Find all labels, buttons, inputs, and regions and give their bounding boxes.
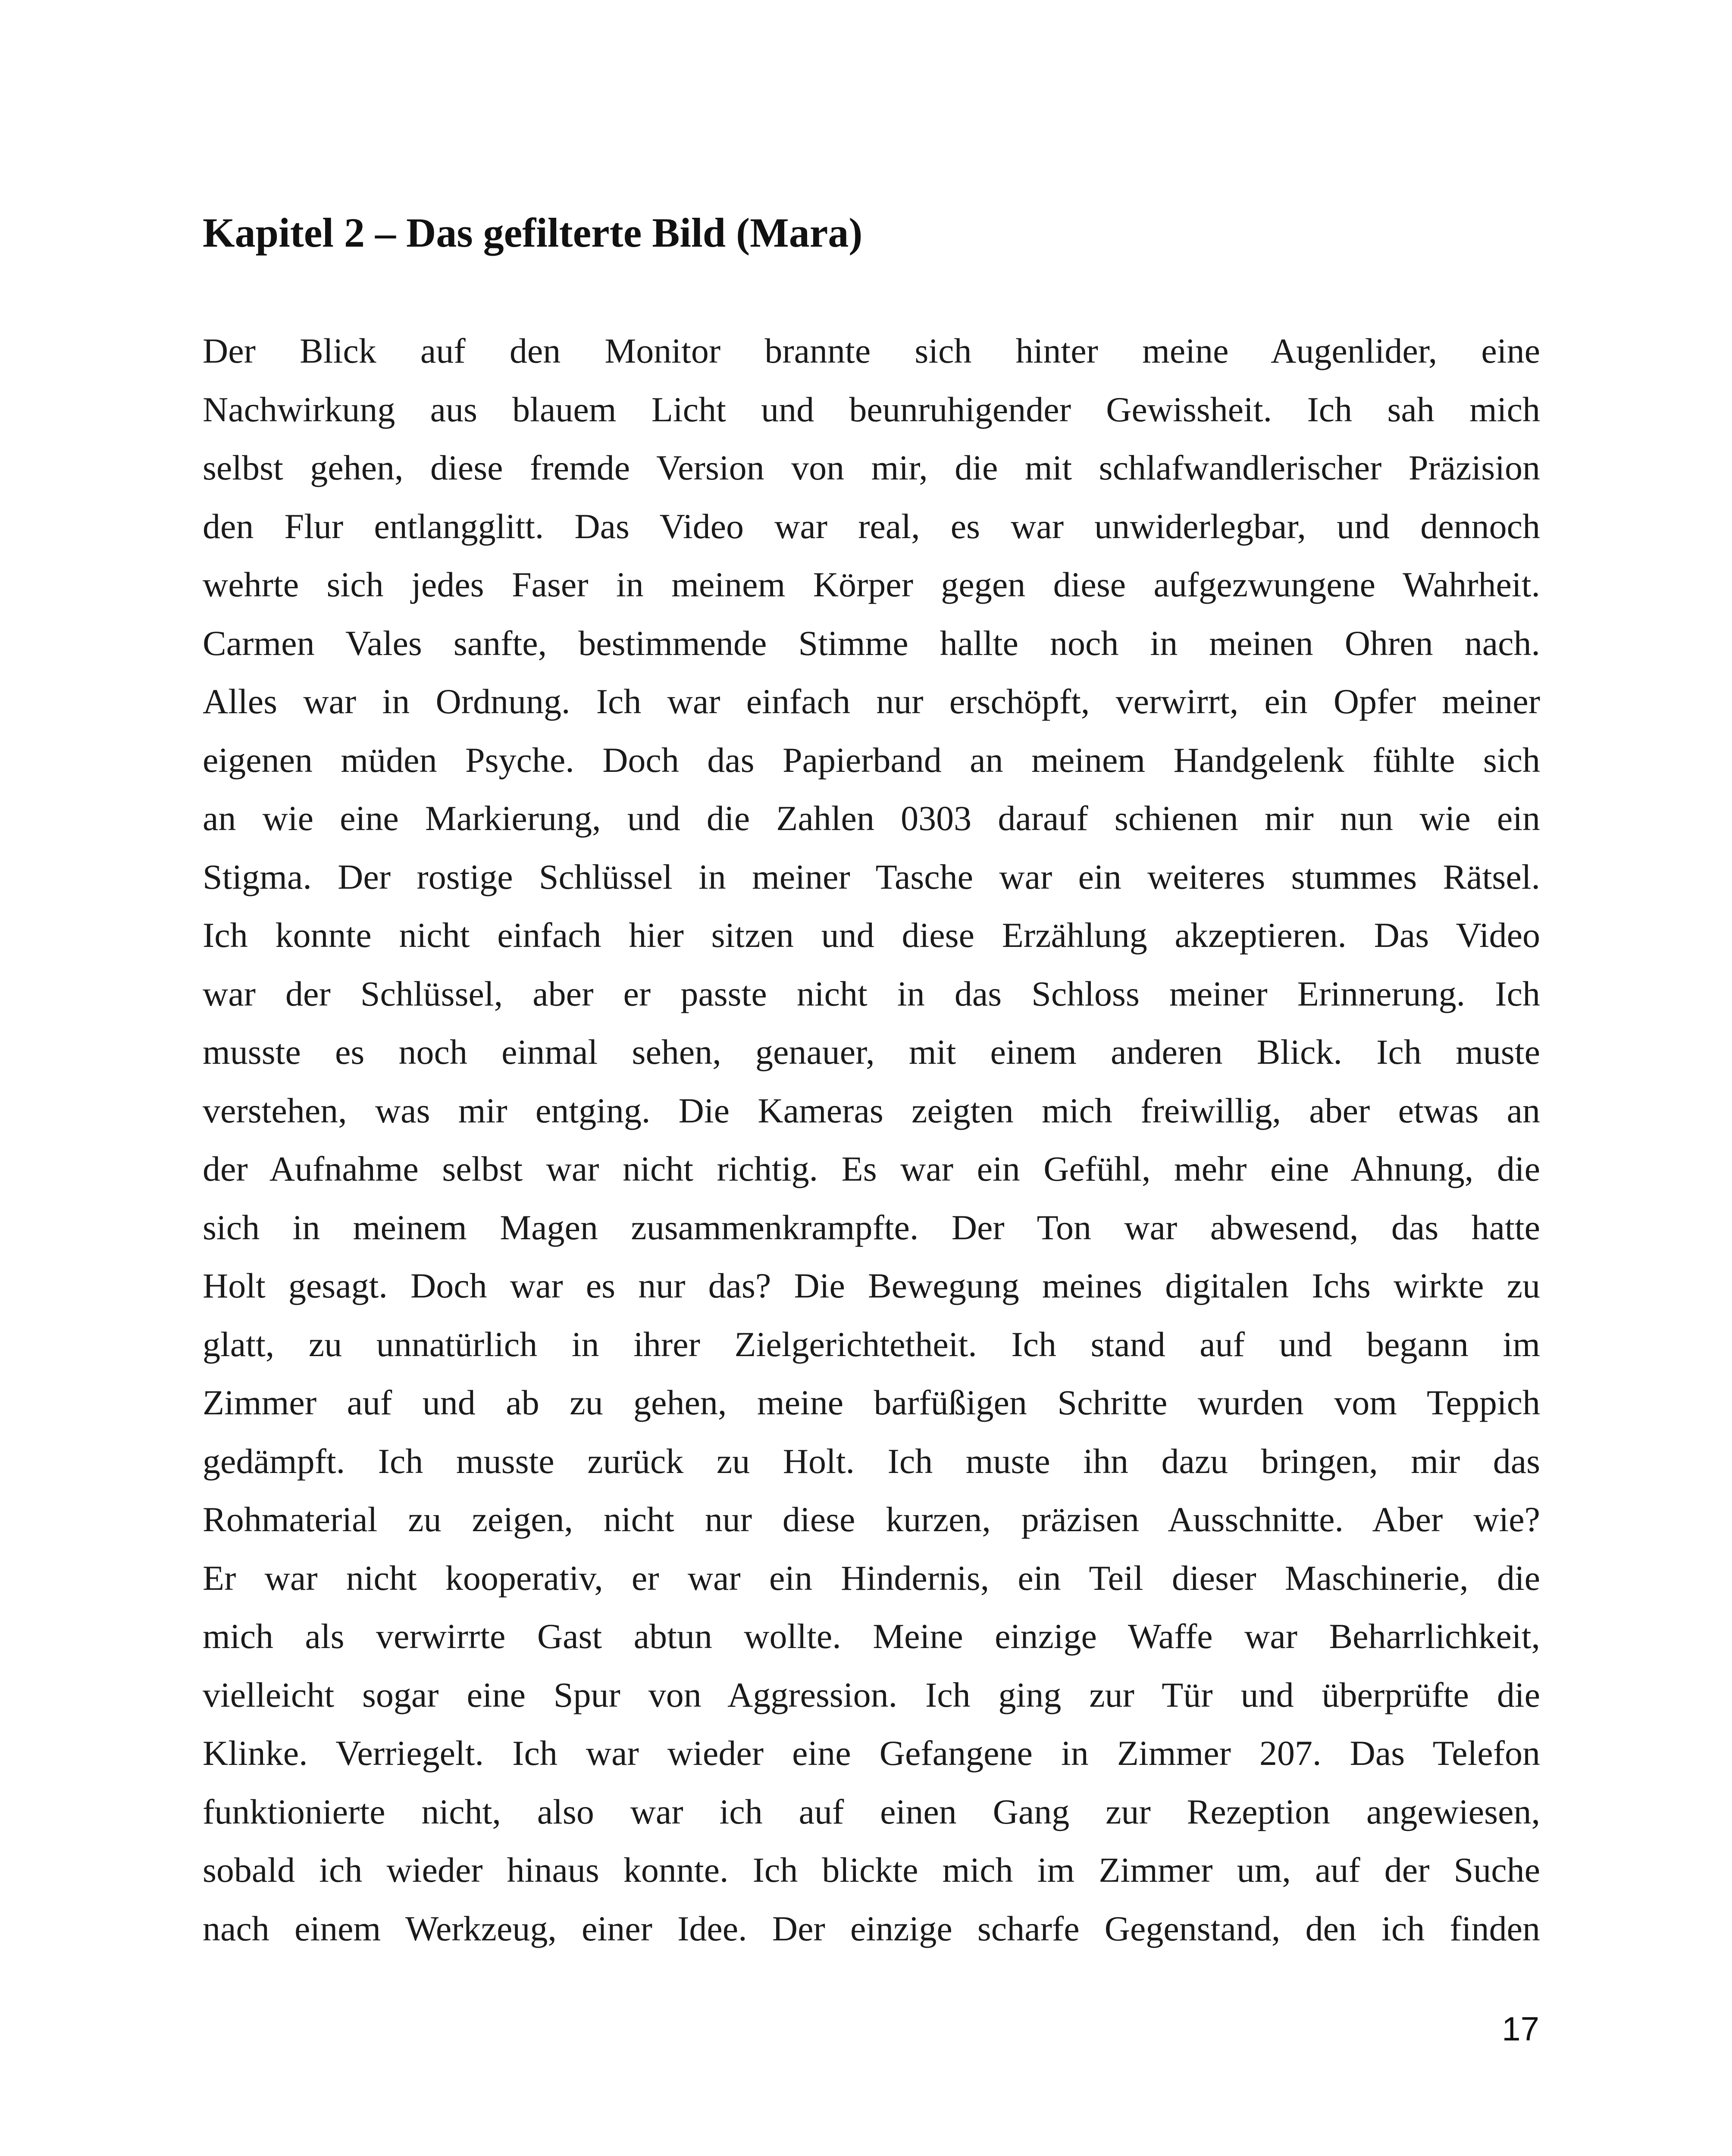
page-number: 17 xyxy=(1502,2010,1539,2048)
text-line: war der Schlüssel, aber er passte nicht in das Schloss meiner Erinnerung. Ich xyxy=(203,974,1540,1013)
text-line: Zimmer auf und ab zu gehen, meine barfüßigen Schritte wurden vom Teppich xyxy=(203,1383,1540,1422)
text-line: Er war nicht kooperativ, er war ein Hindernis, ein Teil dieser Maschinerie, die xyxy=(203,1558,1540,1598)
text-line: Rohmaterial zu zeigen, nicht nur diese kurzen, präzisen Ausschnitte. Aber wie? xyxy=(203,1500,1540,1539)
text-line: der Aufnahme selbst war nicht richtig. Es war ein Gefühl, mehr eine Ahnung, die xyxy=(203,1149,1540,1188)
text-line: eigenen müden Psyche. Doch das Papierband an meinem Handgelenk fühlte sich xyxy=(203,740,1540,780)
text-line: Ich konnte nicht einfach hier sitzen und diese Erzählung akzeptieren. Das Video xyxy=(203,915,1540,955)
body-paragraph xyxy=(203,322,1540,1958)
text-line: funktionierte nicht, also war ich auf einen Gang zur Rezeption angewiesen, xyxy=(203,1792,1540,1831)
text-line: Stigma. Der rostige Schlüssel in meiner Tasche war ein weiteres stummes Rätsel. xyxy=(203,857,1540,896)
text-line: an wie eine Markierung, und die Zahlen 0303 darauf schienen mir nun wie ein xyxy=(203,799,1540,838)
text-line: glatt, zu unnatürlich in ihrer Zielgerichtetheit. Ich stand auf und begann im xyxy=(203,1324,1540,1364)
text-line: vielleicht sogar eine Spur von Aggression. Ich ging zur Tür und überprüfte die xyxy=(203,1675,1540,1714)
text-line: Holt gesagt. Doch war es nur das? Die Bewegung meines digitalen Ichs wirkte zu xyxy=(203,1266,1540,1305)
text-line: wehrte sich jedes Faser in meinem Körper gegen diese aufgezwungene Wahrheit. xyxy=(203,565,1540,604)
text-line: musste es noch einmal sehen, genauer, mit einem anderen Blick. Ich muste xyxy=(203,1032,1540,1072)
text-line: Carmen Vales sanfte, bestimmende Stimme hallte noch in meinen Ohren nach. xyxy=(203,623,1540,663)
text-line: verstehen, was mir entging. Die Kameras zeigten mich freiwillig, aber etwas an xyxy=(203,1091,1540,1130)
text-line: Klinke. Verriegelt. Ich war wieder eine Gefangene in Zimmer 207. Das Telefon xyxy=(203,1733,1540,1773)
text-line: gedämpft. Ich musste zurück zu Holt. Ich muste ihn dazu bringen, mir das xyxy=(203,1441,1540,1481)
text-line: sich in meinem Magen zusammenkrampfte. Der Ton war abwesend, das hatte xyxy=(203,1207,1540,1247)
text-line: selbst gehen, diese fremde Version von mir, die mit schlafwandlerischer Präzision xyxy=(203,448,1540,487)
text-line: Nachwirkung aus blauem Licht und beunruhigender Gewissheit. Ich sah mich xyxy=(203,389,1540,429)
text-line: den Flur entlangglitt. Das Video war real, es war unwiderlegbar, und dennoch xyxy=(203,506,1540,546)
text-line: nach einem Werkzeug, einer Idee. Der einzige scharfe Gegenstand, den ich finden xyxy=(203,1908,1540,1948)
text-line: mich als verwirrte Gast abtun wollte. Meine einzige Waffe war Beharrlichkeit, xyxy=(203,1617,1540,1656)
text-line: Alles war in Ordnung. Ich war einfach nur erschöpft, verwirrt, ein Opfer meiner xyxy=(203,682,1540,721)
text-line: Der Blick auf den Monitor brannte sich hinter meine Augenlider, eine xyxy=(203,331,1540,370)
chapter-title: Kapitel 2 – Das gefilterte Bild (Mara) xyxy=(203,210,863,256)
text-line: sobald ich wieder hinaus konnte. Ich blickte mich im Zimmer um, auf der Suche xyxy=(203,1850,1540,1890)
